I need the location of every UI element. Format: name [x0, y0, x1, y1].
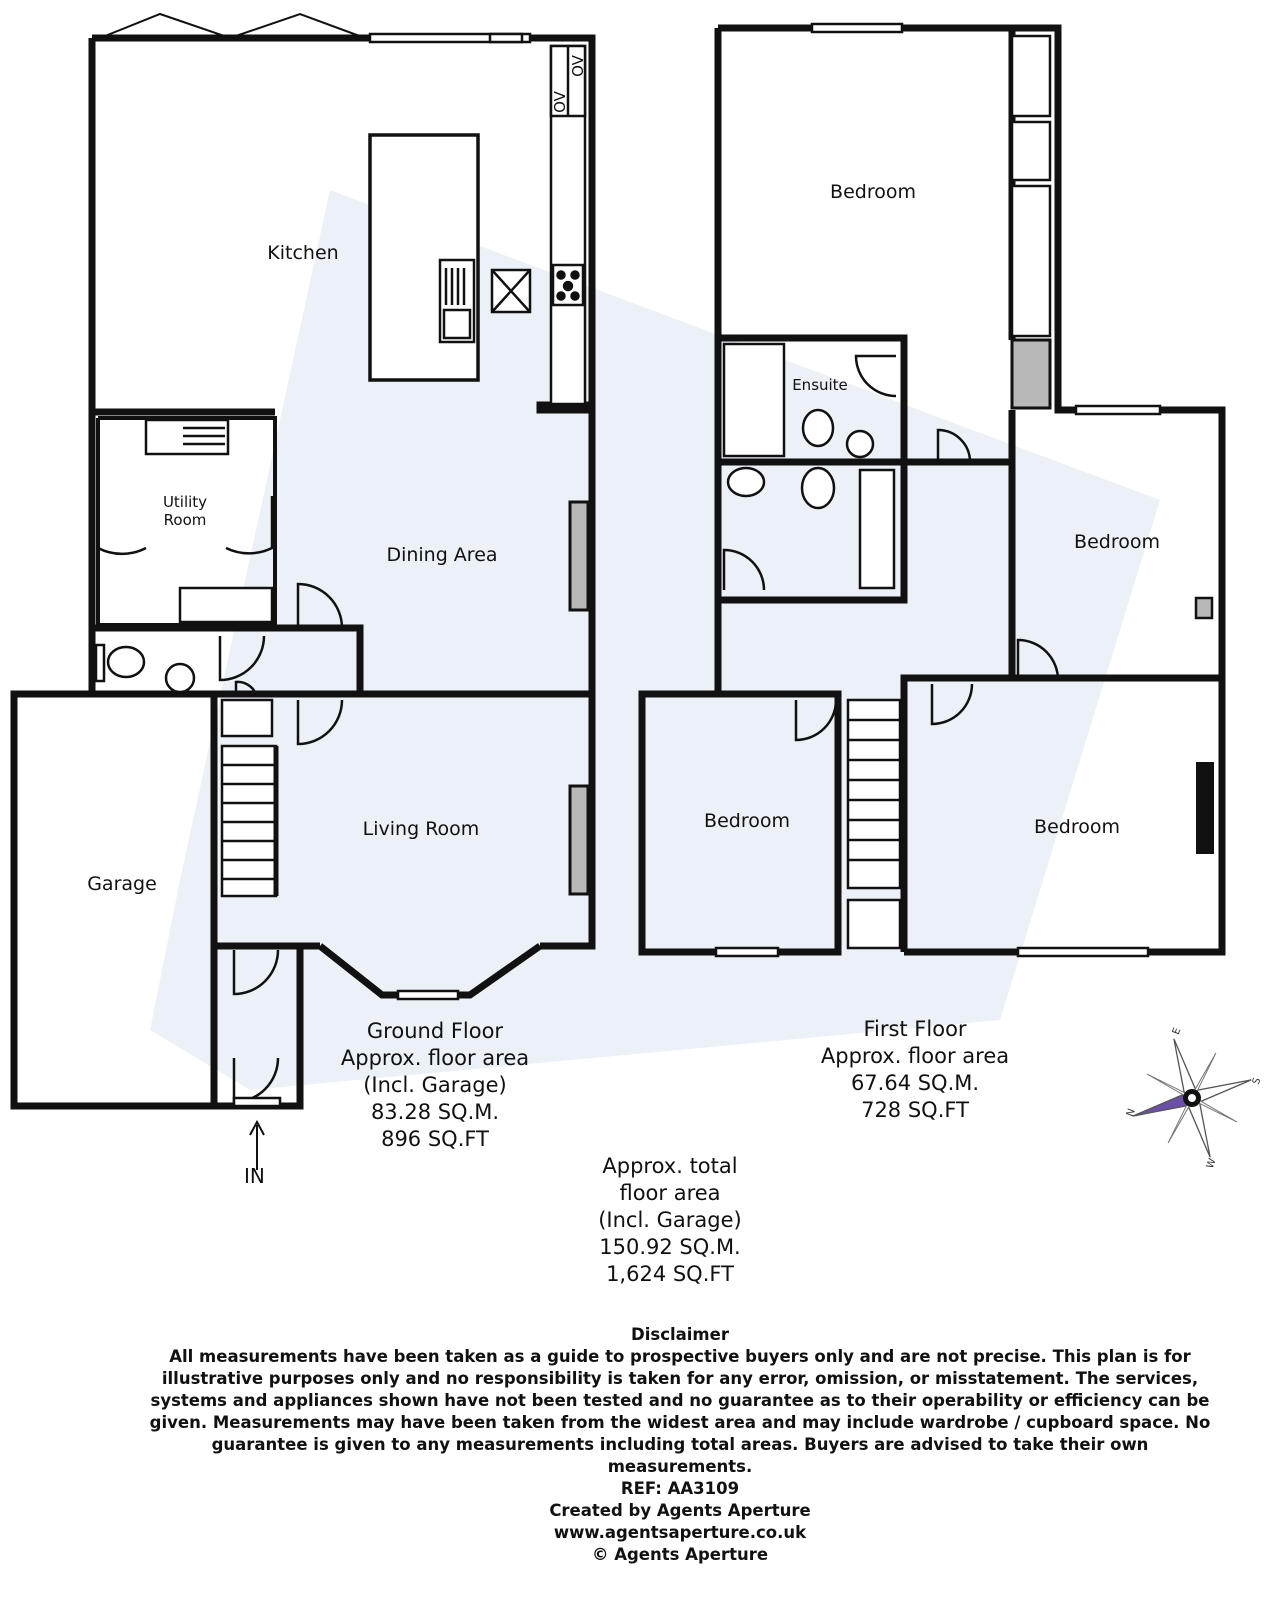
compass-rose: [1115, 1021, 1270, 1176]
garage-label: Garage: [87, 873, 157, 895]
website-link[interactable]: www.agentsaperture.co.uk: [553, 1523, 807, 1542]
ensuite-label: Ensuite: [792, 376, 848, 394]
compass-s: S: [1250, 1076, 1264, 1087]
living-room-label: Living Room: [362, 818, 480, 840]
total-area-sqm: 150.92 SQ.M.: [599, 1235, 741, 1259]
oven-1-label: OV: [551, 91, 569, 113]
total-area-block: [540, 1153, 800, 1288]
dining-area-label: Dining Area: [386, 544, 498, 566]
entrance-label: IN: [244, 1164, 265, 1188]
bedroom-main-label: Bedroom: [830, 181, 916, 203]
bedroom-front-label: Bedroom: [1034, 816, 1120, 838]
fireplace-bedroom-front: [1196, 762, 1214, 854]
fireplace-bedroom-right: [1196, 598, 1212, 618]
total-area-incl-garage: (Incl. Garage): [598, 1208, 742, 1232]
ground-floor-title: Ground Floor: [366, 1019, 504, 1043]
copyright-notice: © Agents Aperture: [591, 1545, 769, 1564]
ground-floor-sqft: 896 SQ.FT: [381, 1127, 489, 1151]
kitchen-label: Kitchen: [267, 242, 339, 264]
ground-floor-area-block: [290, 1018, 580, 1153]
first-floor-sqm: 67.64 SQ.M.: [850, 1071, 980, 1095]
oven-2-label: OV: [569, 55, 587, 77]
reference-number: REF: AA3109: [620, 1479, 740, 1498]
total-area-line1: Approx. total: [602, 1154, 738, 1178]
first-floor-sqft: 728 SQ.FT: [861, 1098, 969, 1122]
created-by: Created by Agents Aperture: [549, 1501, 811, 1520]
utility-room-label-1: Utility: [162, 493, 208, 511]
compass-e: E: [1170, 1026, 1184, 1037]
fireplace-dining: [570, 502, 588, 610]
total-area-sqft: 1,624 SQ.FT: [606, 1262, 734, 1286]
bedroom-left-label: Bedroom: [704, 810, 790, 832]
utility-room-label-2: Room: [163, 511, 207, 529]
disclaimer-heading: Disclaimer: [631, 1325, 729, 1344]
compass-n: N: [1124, 1107, 1138, 1119]
disclaimer-body: All measurements have been taken as a guide to prospective buyers only and are not precise. This plan is for illustrative purposes only and no responsibility is taken for any error, omission, or misstatement. The services, systems and appliances shown have not been tested and no guarantee as to their operability or efficiency can be given. Measurements may have been taken from the widest area and may include wardrobe / cupboard space. No guarantee is given to any measurements including total areas. Buyers are advised to take their own measurements.: [149, 1347, 1211, 1476]
total-area-line2: floor area: [619, 1181, 721, 1205]
ground-floor-area-label: Approx. floor area: [340, 1046, 530, 1070]
bedroom-right-label: Bedroom: [1074, 531, 1160, 553]
disclaimer-block: [140, 1324, 1220, 1566]
first-floor-area-label: Approx. floor area: [820, 1044, 1010, 1068]
first-floor-area-block: [790, 1016, 1040, 1124]
first-floor-title: First Floor: [863, 1017, 967, 1041]
fireplace-living: [570, 786, 588, 894]
ground-floor-incl-garage: (Incl. Garage): [363, 1073, 507, 1097]
compass-w: W: [1204, 1157, 1219, 1171]
ground-floor-sqm: 83.28 SQ.M.: [370, 1100, 500, 1124]
